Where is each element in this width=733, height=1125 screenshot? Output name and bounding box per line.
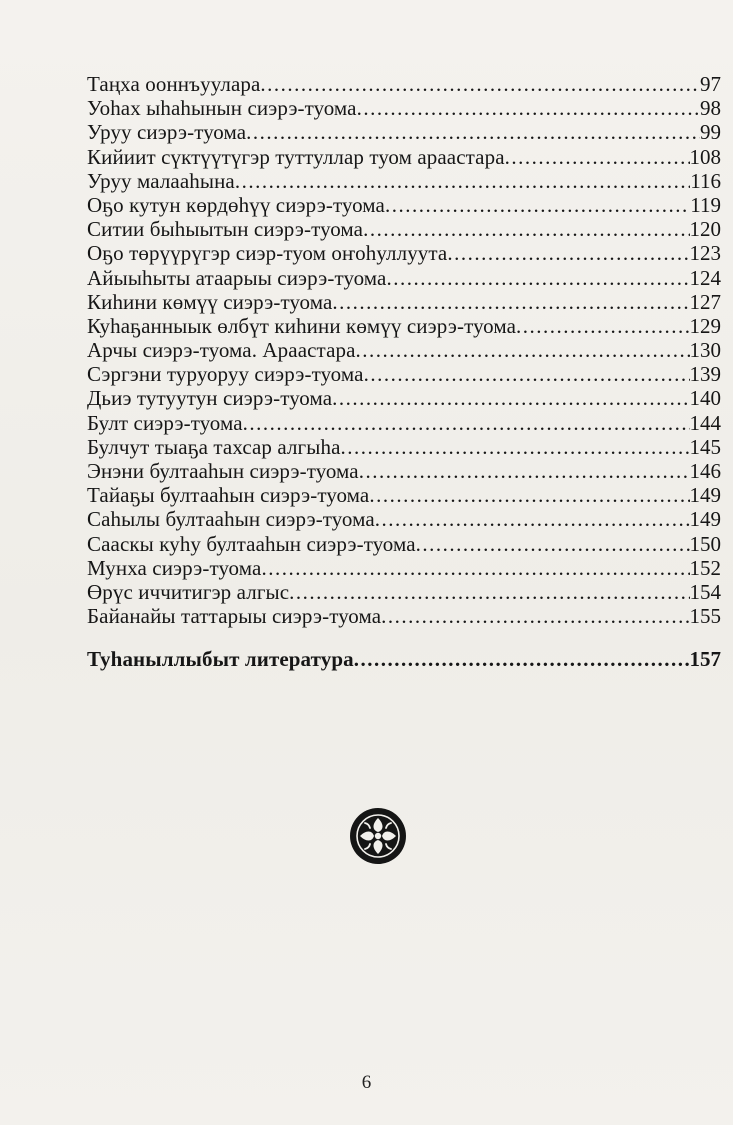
toc-entry-title: Тайаҕы бултааһын сиэрэ-туома	[87, 483, 370, 508]
toc-entry-title: Киһини көмүү сиэрэ-туома	[87, 289, 333, 314]
toc-entry-page: 98	[700, 96, 721, 121]
toc-entry-title: Оҕо кутун көрдөһүү сиэрэ-туома	[87, 192, 385, 217]
toc-entry	[87, 314, 721, 338]
dot-leader	[341, 435, 690, 459]
toc-entry	[87, 96, 721, 120]
toc-entry-page: 152	[689, 555, 721, 580]
dot-leader	[243, 411, 690, 435]
dot-leader	[447, 241, 689, 265]
dot-leader	[356, 338, 690, 362]
toc-entry-title: Сааскы куһу бултааһын сиэрэ-туома	[87, 531, 416, 556]
dot-leader	[386, 266, 689, 290]
dot-leader	[385, 193, 690, 217]
toc-entry-title: Булт сиэрэ-туома	[87, 410, 243, 435]
toc-entry-title: Мунха сиэрэ-туома	[87, 555, 262, 580]
dot-leader	[505, 145, 690, 169]
dot-leader	[332, 386, 689, 410]
toc-entry-page: 120	[689, 217, 721, 242]
toc-entry	[87, 483, 721, 507]
toc-entry-page: 123	[689, 241, 721, 266]
dot-leader	[246, 120, 700, 144]
toc-entry-title: Оҕо төрүүрүгэр сиэр-туом оҥоһуллуута	[87, 241, 448, 266]
toc-entry-page: 97	[700, 72, 721, 96]
toc-entry-page: 124	[689, 265, 721, 290]
toc-entry	[87, 193, 721, 217]
toc-entry-page: 154	[689, 579, 721, 604]
toc-entry-page: 146	[689, 459, 721, 483]
dot-leader	[357, 96, 700, 120]
toc-entry-page: 144	[689, 410, 721, 435]
dot-leader	[260, 72, 700, 96]
toc-entry	[87, 580, 721, 604]
toc-entry-page: 119	[690, 192, 721, 217]
toc-entry-page: 157	[689, 647, 721, 672]
dot-leader	[354, 647, 690, 671]
dot-leader	[381, 604, 689, 628]
toc-entry-title: Энэни бултааһын сиэрэ-туома	[87, 459, 359, 483]
toc-entry	[87, 532, 721, 556]
toc-entry-title: Сэргэни туруоруу сиэрэ-туома	[87, 362, 364, 387]
toc-entry-title: Уруу сиэрэ-туома	[87, 120, 247, 145]
toc-entry	[87, 145, 721, 169]
toc-entry	[87, 72, 721, 96]
toc-entry-title: Дьиэ тутуутун сиэрэ-туома	[87, 386, 333, 411]
toc-entry-page: 149	[689, 507, 721, 532]
dot-leader	[289, 580, 689, 604]
toc-entry-title: Уоһах ыһаһынын сиэрэ-туома	[87, 96, 357, 121]
toc-entry	[87, 459, 721, 483]
dot-leader	[516, 314, 689, 338]
toc-entry-title: Байанайы таттарыы сиэрэ-туома	[87, 604, 382, 629]
toc-entry	[87, 266, 721, 290]
toc-entry-title: Кийиит сүктүүтүгэр туттуллар туом араастара	[87, 144, 505, 169]
dot-leader	[364, 362, 690, 386]
toc-entry-title: Арчы сиэрэ-туома. Араастара	[87, 338, 356, 363]
toc-entry	[87, 217, 721, 241]
toc-entry-title: Куһаҕанныык өлбүт киһини көмүү сиэрэ-туома	[87, 313, 517, 338]
toc-entry	[87, 386, 721, 410]
toc-entry-page: 99	[700, 120, 721, 145]
toc-entry-literature	[87, 647, 721, 671]
toc-entry-page: 140	[689, 386, 721, 411]
toc-entry-page: 116	[690, 168, 721, 193]
table-of-contents	[87, 72, 721, 672]
toc-entry	[87, 169, 721, 193]
toc-entry-page: 129	[689, 313, 721, 338]
toc-entry-title: Уруу малааһына	[87, 168, 235, 193]
toc-entry-title: Ситии быһыытын сиэрэ-туома	[87, 217, 364, 242]
toc-entry	[87, 362, 721, 386]
page-number: 6	[361, 1072, 372, 1093]
toc-entry	[87, 507, 721, 531]
dot-leader	[369, 483, 689, 507]
toc-entry-title: Туһаныллыбыт литература	[87, 647, 354, 672]
toc-entry-page: 130	[689, 338, 721, 363]
toc-entry-page: 149	[689, 483, 721, 508]
dot-leader	[235, 169, 690, 193]
toc-entry	[87, 604, 721, 628]
toc-entry	[87, 290, 721, 314]
toc-entry	[87, 241, 721, 265]
toc-entry-page: 139	[689, 362, 721, 387]
toc-entry-page: 150	[689, 531, 721, 556]
toc-entry-page: 145	[689, 434, 721, 459]
toc-entry-title: Таңха ооннъуулара	[87, 72, 261, 96]
toc-entry	[87, 120, 721, 144]
dot-leader	[363, 217, 689, 241]
toc-entry	[87, 556, 721, 580]
toc-entry-page: 108	[689, 144, 721, 169]
toc-entry-page: 127	[689, 289, 721, 314]
toc-entry-title: Өрүс иччитигэр алгыс	[87, 579, 290, 604]
dot-leader	[332, 290, 689, 314]
toc-entry-page: 155	[689, 604, 721, 629]
toc-entry	[87, 435, 721, 459]
toc-entry-title: Айыыһыты атаарыы сиэрэ-туома	[87, 265, 387, 290]
toc-entry-title: Саһылы бултааһын сиэрэ-туома	[87, 507, 375, 532]
dot-leader	[261, 556, 689, 580]
toc-entry	[87, 338, 721, 362]
dot-leader	[416, 532, 690, 556]
toc-entry-title: Булчут тыаҕа тахсар алгыһа	[87, 434, 341, 459]
dot-leader	[375, 507, 690, 531]
section-gap	[87, 628, 721, 647]
yakut-ornament-icon	[348, 806, 408, 866]
dot-leader	[359, 459, 690, 483]
toc-entry	[87, 411, 721, 435]
